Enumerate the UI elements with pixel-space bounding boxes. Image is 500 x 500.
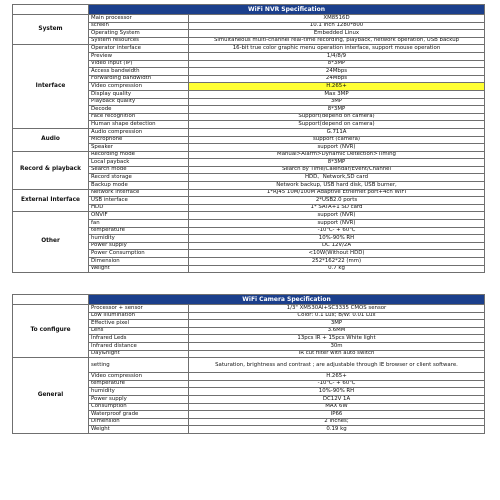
spec-value: IR cut filter with auto switch <box>189 350 485 358</box>
spec-value: 30m <box>189 342 485 350</box>
spec-key: Network interface <box>89 189 189 197</box>
spec-value: 8*3MP <box>189 106 485 114</box>
spec-value: IP66 <box>189 411 485 419</box>
spec-value: DC 12V/2A <box>189 242 485 250</box>
spec-key: humidity <box>89 388 189 396</box>
spec-value: 252*162*22 (mm) <box>189 258 485 266</box>
spec-value: -10℃- + 60℃ <box>189 227 485 235</box>
spec-value: 16-bit true color graphic menu operation interface, support mouse operation <box>189 45 485 53</box>
spec-key: Local payback <box>89 159 189 167</box>
spec-category: Audio <box>13 128 89 151</box>
spec-value: support (camera) <box>189 136 485 144</box>
spec-key: Low illumination <box>89 312 189 320</box>
spec-value: Search by Time/Calendar/Event/Channel <box>189 166 485 174</box>
spec-key: USB interface <box>89 197 189 205</box>
spec-key: Weight <box>89 426 189 434</box>
spec-key: Search mode <box>89 166 189 174</box>
spec-row <box>13 305 485 313</box>
spec-value: support (NVR) <box>189 144 485 152</box>
spec-value: 13pcs IR + 15pcs White light <box>189 335 485 343</box>
spec-value: 10.1 inch 1280*800 <box>189 22 485 30</box>
spec-key: System resources <box>89 37 189 45</box>
spec-value: -10℃- + 60℃ <box>189 380 485 388</box>
spec-key: Operating System <box>89 30 189 38</box>
nvr-spec-table <box>12 4 485 273</box>
spec-value: 2*USB2.0 ports <box>189 197 485 205</box>
spec-key: Display quality <box>89 90 189 98</box>
spec-key: screen <box>89 22 189 30</box>
spec-value: 1*RJ45 10M/100M Adaptive Ethernet port+4ch WIFI <box>189 189 485 197</box>
spec-key: Access bandwidth <box>89 68 189 76</box>
spec-key: Speaker <box>89 144 189 152</box>
spec-value: 1/3" XM530AI+SC3335 CMOS sensor <box>189 305 485 313</box>
spec-key: setting <box>89 358 189 373</box>
spec-value: Support(depend on camera) <box>189 113 485 121</box>
spec-category: External Interface <box>13 189 89 212</box>
camera-spec-title: WiFi Camera Specification <box>89 295 485 305</box>
spec-value: <10W(Without HDD) <box>189 250 485 258</box>
spec-key: Video compression <box>89 83 189 91</box>
spec-key: Day&night <box>89 350 189 358</box>
spec-key: Infrared distance <box>89 342 189 350</box>
spec-value: 1/4/8/9 <box>189 52 485 60</box>
spec-key: Preview <box>89 52 189 60</box>
spec-value: 10%-90% RH <box>189 235 485 243</box>
spec-key: Main processor <box>89 15 189 23</box>
spec-key: Power Consumption <box>89 250 189 258</box>
spec-key: Power supply <box>89 242 189 250</box>
spec-row <box>13 212 485 220</box>
nvr-spec-title: WiFi NVR Specification <box>89 5 485 15</box>
spec-key: Waterproof grade <box>89 411 189 419</box>
spec-category: Interface <box>13 45 89 129</box>
spec-key: Processor + sensor <box>89 305 189 313</box>
spec-key: Dimension <box>89 418 189 426</box>
spec-value: Manual>Alarm>Dynamic Detection>Timing <box>189 151 485 159</box>
spec-category: System <box>13 15 89 45</box>
spec-value: G.711A <box>189 128 485 136</box>
spec-key: Recording mode <box>89 151 189 159</box>
spec-value: 0.7 kg <box>189 265 485 273</box>
spec-value: XM8516D <box>189 15 485 23</box>
spec-value: Support(depend on camera) <box>189 121 485 129</box>
spec-key: Dimension <box>89 258 189 266</box>
spec-value: 24Mbps <box>189 75 485 83</box>
spec-category: General <box>13 358 89 434</box>
spec-key: Human shape detection <box>89 121 189 129</box>
spec-key: HDD <box>89 204 189 212</box>
spec-row <box>13 15 485 23</box>
spec-key: Face recognition <box>89 113 189 121</box>
spec-value: Max 3MP <box>189 90 485 98</box>
spec-key: Decode <box>89 106 189 114</box>
spec-value: Network backup, USB hard disk, USB burner, <box>189 182 485 190</box>
spec-value: support (NVR) <box>189 212 485 220</box>
spec-key: Effective pixel <box>89 320 189 328</box>
spec-value: Simultaneous multi-channel real-time recording, playback, network operation, USB backup <box>189 37 485 45</box>
spec-value: support (NVR) <box>189 220 485 228</box>
spec-key: Infrared Leds <box>89 335 189 343</box>
spec-category: Other <box>13 212 89 273</box>
spec-value: 8*3MP <box>189 159 485 167</box>
spec-key: humidity <box>89 235 189 243</box>
spec-value: 24Mbps <box>189 68 485 76</box>
spec-key: Power supply <box>89 395 189 403</box>
spec-value: Embedded Linux <box>189 30 485 38</box>
spec-key: Playback quality <box>89 98 189 106</box>
spec-key: Weight <box>89 265 189 273</box>
spec-row <box>13 358 485 373</box>
spec-key: Consumption <box>89 403 189 411</box>
spec-value: 10%-90% RH <box>189 388 485 396</box>
spec-key: temperature <box>89 380 189 388</box>
spec-value: H.265+ <box>189 83 485 91</box>
spec-row <box>13 189 485 197</box>
spec-row <box>13 45 485 53</box>
spec-key: temperature <box>89 227 189 235</box>
spec-value: 0.19 kg <box>189 426 485 434</box>
spec-value: HDD、Network,SD card <box>189 174 485 182</box>
spec-value: 3MP <box>189 320 485 328</box>
spec-value: MAX 6W <box>189 403 485 411</box>
spec-value: 3MP <box>189 98 485 106</box>
spec-row <box>13 151 485 159</box>
camera-spec-header-row <box>13 295 485 305</box>
spec-value: 1* SATA+1 SD card <box>189 204 485 212</box>
spec-key: ONVIF <box>89 212 189 220</box>
spec-key: Audio compression <box>89 128 189 136</box>
spec-key: Backup mode <box>89 182 189 190</box>
spec-value: 2 inches; <box>189 418 485 426</box>
spec-row <box>13 128 485 136</box>
spec-value: H.265+ <box>189 373 485 381</box>
spec-category: To configure <box>13 305 89 358</box>
spec-key: Video compression <box>89 373 189 381</box>
spec-category: Record & playback <box>13 151 89 189</box>
spec-value: 3.6MM <box>189 327 485 335</box>
spec-key: Forwarding bandwidth <box>89 75 189 83</box>
spec-value: Color: 0.1 Lux; B/W: 0.01 Lux <box>189 312 485 320</box>
spec-key: Lens <box>89 327 189 335</box>
camera-spec-table <box>12 294 485 434</box>
spec-key: fan <box>89 220 189 228</box>
spec-key: Video input (IP) <box>89 60 189 68</box>
spec-value: Saturation, brightness and contrast ; are adjustable through IE browser or client software. <box>189 358 485 373</box>
spec-key: Record storage <box>89 174 189 182</box>
spec-value: 8*3MP <box>189 60 485 68</box>
spec-value: DC12V 1A <box>189 395 485 403</box>
spec-key: Operator interface <box>89 45 189 53</box>
spec-key: Microphone <box>89 136 189 144</box>
nvr-spec-header-row <box>13 5 485 15</box>
